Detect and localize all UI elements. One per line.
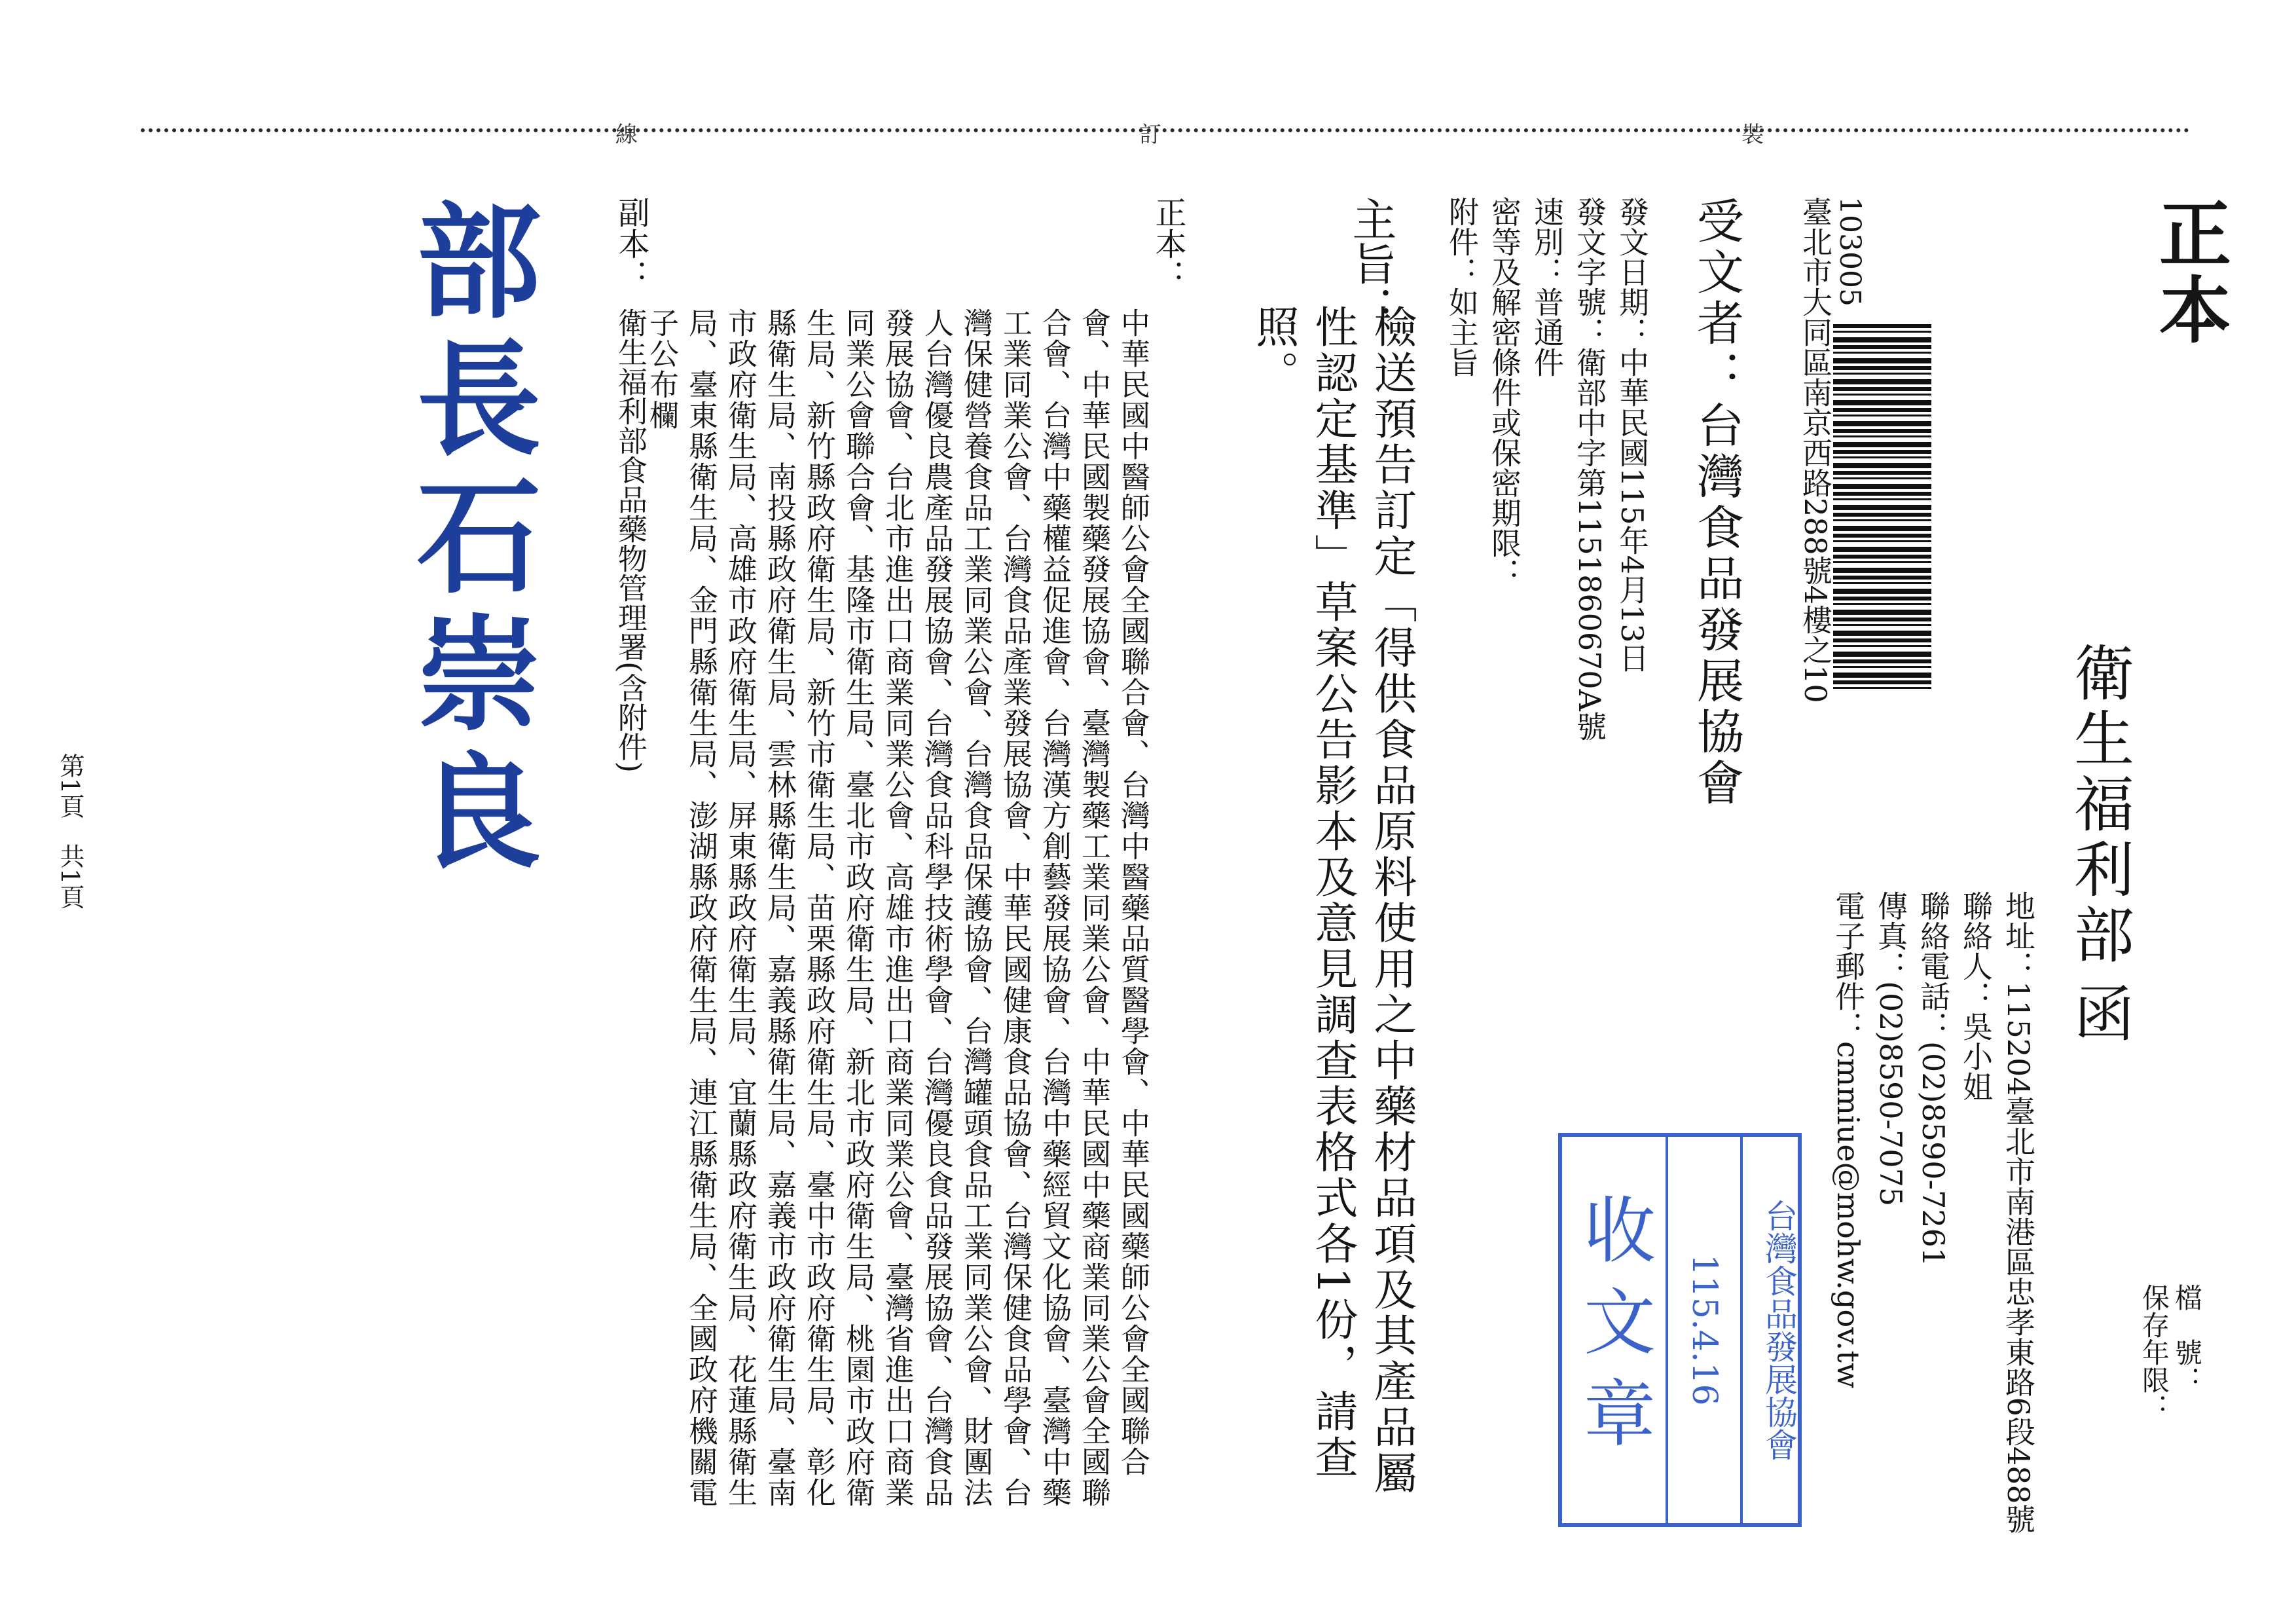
agency-name: 衛生福利部 (2064, 642, 2134, 969)
speed-class: 速別：普通件 (1529, 196, 1565, 377)
copy-recipients-text: 衛生福利部食品藥物管理署(含附件) (613, 308, 647, 773)
receiver: 受文者：台灣食品發展協會 (1689, 196, 1744, 809)
issue-date: 發文日期：中華民國115年4月13日 (1614, 196, 1650, 673)
subject-label: 主旨： (1345, 196, 1396, 330)
mailing-address: 臺北市大同區南京西路288號4樓之10 (1798, 196, 1833, 703)
copy-recipients-label: 副本： (613, 196, 649, 291)
subject-text: 檢送預告訂定「得供食品原料使用之中藥材品項及其產品屬性認定基準」草案公告影本及意見調查表格式各1份，請查照。 (1248, 304, 1417, 1496)
doc-type: 函 (2064, 982, 2134, 1043)
contact-address: 地址：115204臺北市南港區忠孝東路6段488號 (2001, 891, 2036, 1534)
attachment: 附件：如主旨 (1444, 196, 1480, 377)
main-recipients-label: 正本： (1150, 196, 1186, 291)
binding-label-xian: 線 (615, 122, 638, 148)
contact-person: 聯絡人：吳小姐 (1958, 891, 1994, 1101)
contact-email: 電子郵件：cmmiue@mohw.gov.tw (1831, 891, 1866, 1389)
binding-line (141, 128, 2190, 132)
stamp-date: 115.4.16 (1666, 1137, 1740, 1523)
file-number-label: 檔 號： (2171, 1283, 2203, 1393)
contact-fax: 傳真：(02)8590-7075 (1873, 891, 1908, 1207)
document-number: 發文字號：衛部中字第1151860670A號 (1572, 196, 1607, 741)
binding-label-zhuang: 裝 (1741, 122, 1764, 148)
binding-label-ding: 訂 (1139, 122, 1161, 148)
postal-code: 103005 (1833, 196, 1867, 306)
contact-phone: 聯絡電話：(02)8590-7261 (1916, 891, 1951, 1267)
stamp-label: 收文章 (1572, 1192, 1656, 1467)
secrecy-level: 密等及解密條件或保密期限： (1487, 196, 1522, 588)
stamp-organization: 台灣食品發展協會 (1740, 1137, 1815, 1523)
keep-term-label: 保存年限： (2138, 1283, 2170, 1421)
copy-type: 正本 (2147, 196, 2232, 348)
minister-signature: 部長石崇良 (396, 196, 542, 884)
page-number: 第1頁 共1頁 (56, 753, 84, 910)
postal-barcode (1833, 324, 1931, 691)
received-stamp (1558, 1133, 1802, 1527)
main-recipients-text: 中華民國中醫師公會全國聯合會、台灣中醫藥品質醫學會、中華民國藥師公會全國聯合會、中華民國製藥發展協會、臺灣製藥工業同業公會、中華民國中藥商業同業公會全國聯合會、台灣中藥權益促進會、台灣漢方創藝發展協會、台灣中藥經貿文化協會、臺灣中藥工業同業公會、台灣食品產業發展協會、中華民國健康食品協會、台灣保健食品學會、台灣保健營養食品工業同業公會、台灣食品保護協會、台灣罐頭食品工業同業公會、財團法人台灣優良農產品發展協會、台灣食品科學技術學會、台灣優良食品發展協會、台灣食品發展協會、台北市進出口商業同業公會、高雄市進出口商業同業公會、臺灣省進出口商業同業公會聯合會、基隆市衛生局、臺北市政府衛生局、新北市政府衛生局、桃園市政府衛生局、新竹縣政府衛生局、新竹市衛生局、苗栗縣政府衛生局、臺中市政府衛生局、彰化縣衛生局、南投縣政府衛生局、雲林縣衛生局、嘉義縣衛生局、嘉義市政府衛生局、臺南市政府衛生局、高雄市政府衛生局、屏東縣政府衛生局、宜蘭縣政府衛生局、花蓮縣衛生局、臺東縣衛生局、金門縣衛生局、澎湖縣政府衛生局、連江縣衛生局、全國政府機關電子公布欄 (644, 308, 1150, 1508)
